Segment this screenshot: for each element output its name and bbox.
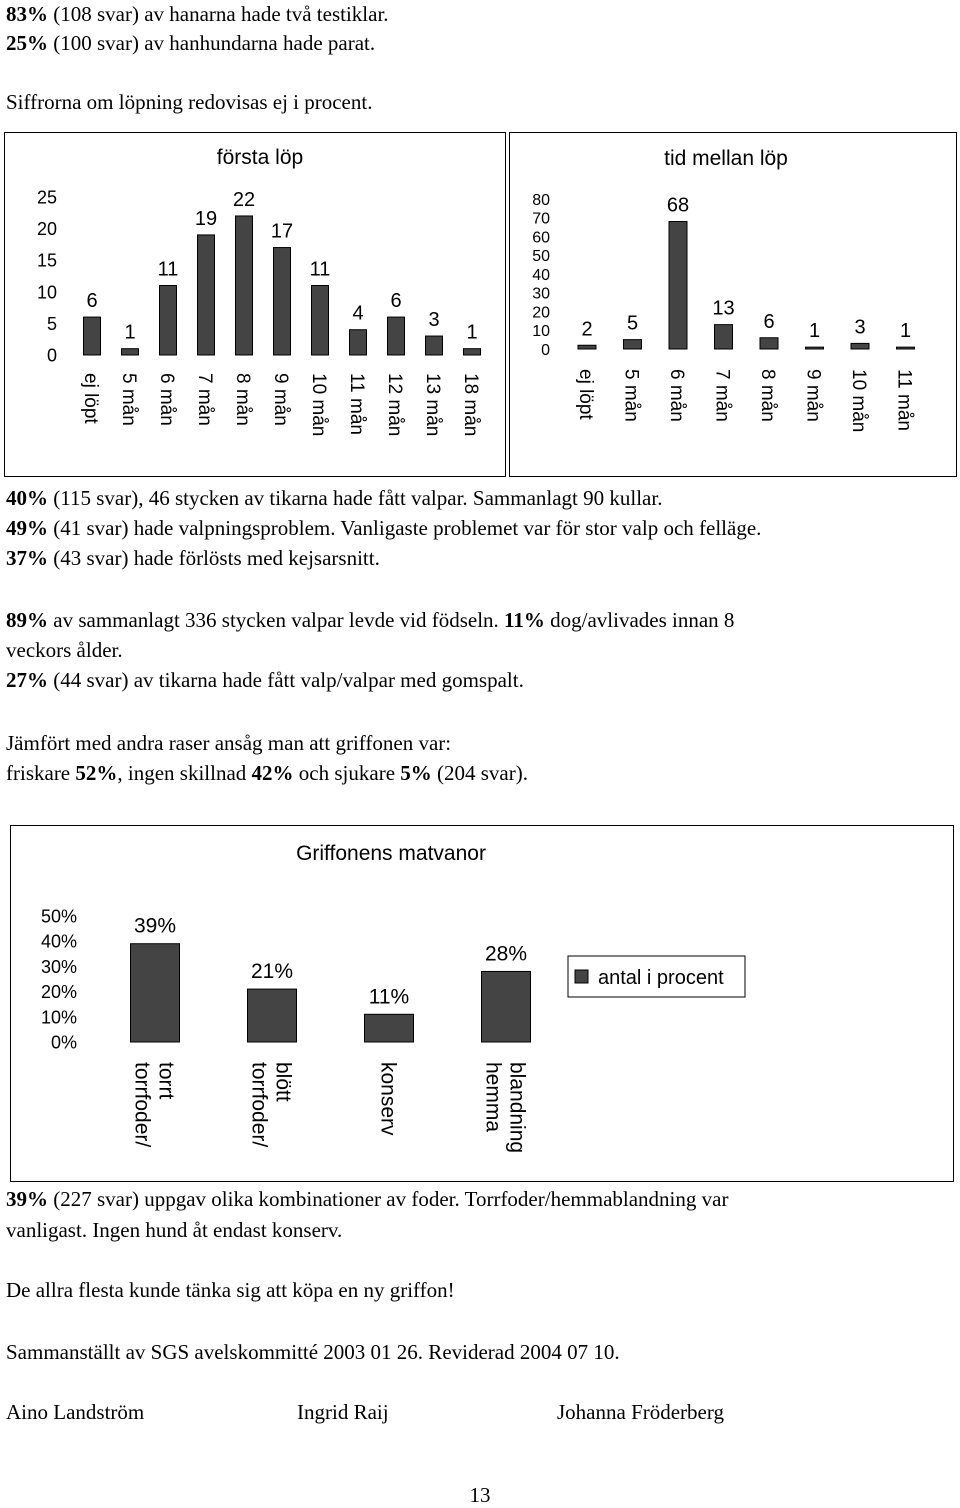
- text-puppies: 40% (115 svar), 46 stycken av tikarna hade fått valpar. Sammanlagt 90 kullar.: [6, 486, 663, 510]
- text-caesarean: 37% (43 svar) hade förlösts med kejsarsnitt.: [6, 546, 380, 570]
- svg-text:9 mån: 9 mån: [802, 369, 824, 422]
- y-tick-label: 30: [532, 285, 550, 303]
- data-label: 68: [666, 194, 690, 217]
- x-tick-label: [232, 373, 253, 426]
- x-tick-label: [80, 373, 101, 424]
- data-label: 5: [626, 312, 639, 335]
- svg-text:6 mån: 6 mån: [666, 369, 688, 422]
- data-label: 19: [194, 207, 218, 230]
- y-tick-label: 30%: [40, 956, 77, 977]
- bar: [760, 338, 778, 349]
- bar: [464, 349, 481, 355]
- x-tick-label: [621, 369, 642, 422]
- x-tick-label: [712, 369, 733, 422]
- data-label: 11: [309, 258, 331, 281]
- svg-text:6 mån: 6 mån: [156, 373, 178, 426]
- bar: [715, 325, 733, 349]
- y-tick-label: 0: [541, 341, 550, 359]
- bar: [806, 347, 824, 349]
- svg-text:8 mån: 8 mån: [757, 369, 779, 422]
- x-tick-label: [481, 1062, 528, 1153]
- svg-text:hemma: hemma: [481, 1062, 505, 1133]
- x-tick-label: [575, 369, 596, 420]
- x-tick-label: [156, 373, 177, 426]
- svg-text:7 mån: 7 mån: [194, 373, 216, 426]
- y-tick-label: 15: [36, 250, 57, 271]
- y-tick-label: 25: [36, 187, 57, 208]
- x-tick-label: [803, 369, 824, 422]
- x-tick-label: [376, 1062, 399, 1136]
- y-tick-label: 20%: [40, 982, 77, 1003]
- data-label: 6: [763, 310, 775, 333]
- chart-first-heat: [4, 132, 506, 477]
- y-tick-label: 5: [46, 313, 57, 334]
- text-whelping: 49% (41 svar) hade valpningsproblem. Vanligaste problemet var för stor valp och felläge.: [6, 516, 762, 540]
- bar: [274, 248, 291, 355]
- data-label: 1: [466, 321, 478, 344]
- bar: [624, 340, 642, 349]
- text-compare: Jämfört med andra raser ansåg man att griffonen var:: [6, 731, 452, 755]
- svg-text:7 mån: 7 mån: [711, 369, 733, 422]
- data-label: 22: [232, 188, 256, 211]
- bar: [248, 989, 297, 1042]
- x-tick-label: [346, 373, 367, 435]
- svg-text:torrfoder/: torrfoder/: [247, 1062, 271, 1148]
- svg-text:blandning: blandning: [505, 1062, 529, 1154]
- x-tick-label: [247, 1062, 294, 1147]
- y-tick-label: 60: [532, 229, 550, 247]
- svg-text:ej löpt: ej löpt: [575, 369, 597, 420]
- author-name: Johanna Fröderberg: [557, 1400, 724, 1424]
- svg-text:18 mån: 18 mån: [460, 373, 482, 437]
- svg-text:blött: blött: [271, 1062, 295, 1102]
- bar: [84, 317, 101, 355]
- author-name: Aino Landström: [6, 1400, 145, 1424]
- bar: [426, 336, 443, 355]
- bar: [160, 285, 177, 355]
- y-tick-label: 50%: [40, 906, 77, 927]
- x-tick-label: [130, 1062, 177, 1147]
- legend-swatch: [575, 970, 588, 983]
- y-tick-label: 80: [532, 191, 550, 209]
- svg-text:11 mån: 11 mån: [893, 369, 915, 431]
- bar: [897, 347, 915, 349]
- bar: [236, 216, 253, 355]
- svg-text:10 mån: 10 mån: [308, 373, 330, 437]
- x-tick-label: [270, 373, 291, 426]
- x-tick-label: [308, 373, 329, 436]
- svg-text:torrt: torrt: [154, 1062, 178, 1100]
- chart-title: tid mellan löp: [664, 147, 788, 170]
- text-food-combo: 39% (227 svar) uppgav olika kombinationer av foder. Torrfoder/hemmablandning var: [6, 1187, 729, 1211]
- svg-text:12 mån: 12 mån: [384, 373, 406, 437]
- bar: [388, 317, 405, 355]
- data-label: 2: [581, 318, 593, 341]
- bar: [122, 349, 139, 355]
- x-tick-label: [194, 373, 215, 426]
- x-tick-label: [422, 373, 443, 436]
- bar: [578, 345, 596, 349]
- text-food-common: vanligast. Ingen hund åt endast konserv.: [6, 1218, 343, 1242]
- svg-text:10 mån: 10 mån: [848, 369, 870, 433]
- x-tick-label: [666, 369, 687, 422]
- intro-line-testicles: 83% (108 svar) av hanarna hade två testiklar.: [6, 2, 389, 26]
- svg-text:5 mån: 5 mån: [620, 369, 642, 422]
- bar: [312, 285, 329, 355]
- text-health: friskare 52%, ingen skillnad 42% och sjukare 5% (204 svar).: [6, 761, 528, 785]
- text-compiled: Sammanställt av SGS avelskommitté 2003 01 26. Reviderad 2004 07 10.: [6, 1340, 620, 1364]
- y-tick-label: 20: [532, 304, 550, 322]
- data-label: 13: [712, 297, 735, 320]
- x-tick-label: [118, 373, 139, 426]
- y-tick-label: 50: [532, 248, 550, 266]
- y-tick-label: 0%: [50, 1032, 77, 1053]
- x-tick-label: [757, 369, 778, 422]
- y-tick-label: 10: [36, 282, 57, 303]
- bar: [350, 330, 367, 355]
- bar: [669, 222, 687, 350]
- data-label: 1: [899, 320, 912, 343]
- chart-title: första löp: [216, 146, 304, 169]
- text-alive: 89% av sammanlagt 336 stycken valpar levde vid födseln. 11% dog/avlivades innan 8: [6, 608, 735, 632]
- data-label: 3: [854, 316, 866, 339]
- x-tick-label: [460, 373, 481, 436]
- page-number: 13: [469, 1483, 491, 1507]
- bar: [198, 235, 215, 355]
- y-tick-label: 20: [36, 219, 57, 240]
- svg-text:5 mån: 5 mån: [118, 373, 140, 426]
- bar: [482, 971, 531, 1042]
- legend-label: antal i procent: [598, 967, 724, 989]
- x-tick-label: [848, 369, 869, 432]
- data-label: 4: [352, 302, 364, 325]
- y-tick-label: 0: [46, 345, 57, 366]
- data-label: 11%: [368, 985, 410, 1009]
- text-age: veckors ålder.: [6, 638, 123, 662]
- data-label: 3: [428, 309, 440, 332]
- svg-text:8 mån: 8 mån: [232, 373, 254, 426]
- intro-line-note: Siffrorna om löpning redovisas ej i procent.: [6, 90, 373, 114]
- data-label: 11: [157, 258, 179, 281]
- y-tick-label: 70: [532, 210, 550, 228]
- data-label: 17: [270, 220, 294, 243]
- bar: [365, 1014, 414, 1042]
- chart-feeding: [10, 825, 954, 1182]
- data-label: 6: [390, 290, 402, 313]
- y-tick-label: 10%: [40, 1007, 77, 1028]
- svg-text:11 mån: 11 mån: [346, 373, 368, 435]
- chart-heat-interval: [509, 132, 957, 477]
- svg-text:ej löpt: ej löpt: [80, 373, 102, 424]
- data-label: 21%: [250, 960, 294, 984]
- chart-first-heat-svg: [5, 133, 505, 476]
- text-cleft: 27% (44 svar) av tikarna hade fått valp/valpar med gomspalt.: [6, 668, 524, 692]
- chart-heat-interval-svg: [510, 133, 956, 476]
- svg-text:9 mån: 9 mån: [270, 373, 292, 426]
- x-tick-label: [384, 373, 405, 436]
- chart-title: Griffonens matvanor: [296, 842, 486, 865]
- bar: [131, 944, 180, 1042]
- data-label: 39%: [133, 914, 177, 938]
- y-tick-label: 40%: [40, 931, 77, 952]
- data-label: 1: [124, 321, 136, 344]
- svg-text:torrfoder/: torrfoder/: [130, 1062, 154, 1148]
- bar: [851, 343, 869, 349]
- data-label: 28%: [484, 942, 528, 966]
- data-label: 6: [86, 290, 98, 313]
- svg-text:13 mån: 13 mån: [422, 373, 444, 437]
- y-tick-label: 10: [532, 323, 550, 341]
- y-tick-label: 40: [532, 266, 550, 284]
- text-buy-again: De allra flesta kunde tänka sig att köpa en ny griffon!: [6, 1278, 455, 1302]
- chart-feeding-svg: [11, 826, 953, 1181]
- x-tick-label: [894, 369, 915, 431]
- data-label: 1: [808, 320, 821, 343]
- author-name: Ingrid Raij: [297, 1400, 389, 1424]
- intro-line-mated: 25% (100 svar) av hanhundarna hade parat.: [6, 31, 376, 55]
- svg-text:konserv: konserv: [376, 1062, 400, 1136]
